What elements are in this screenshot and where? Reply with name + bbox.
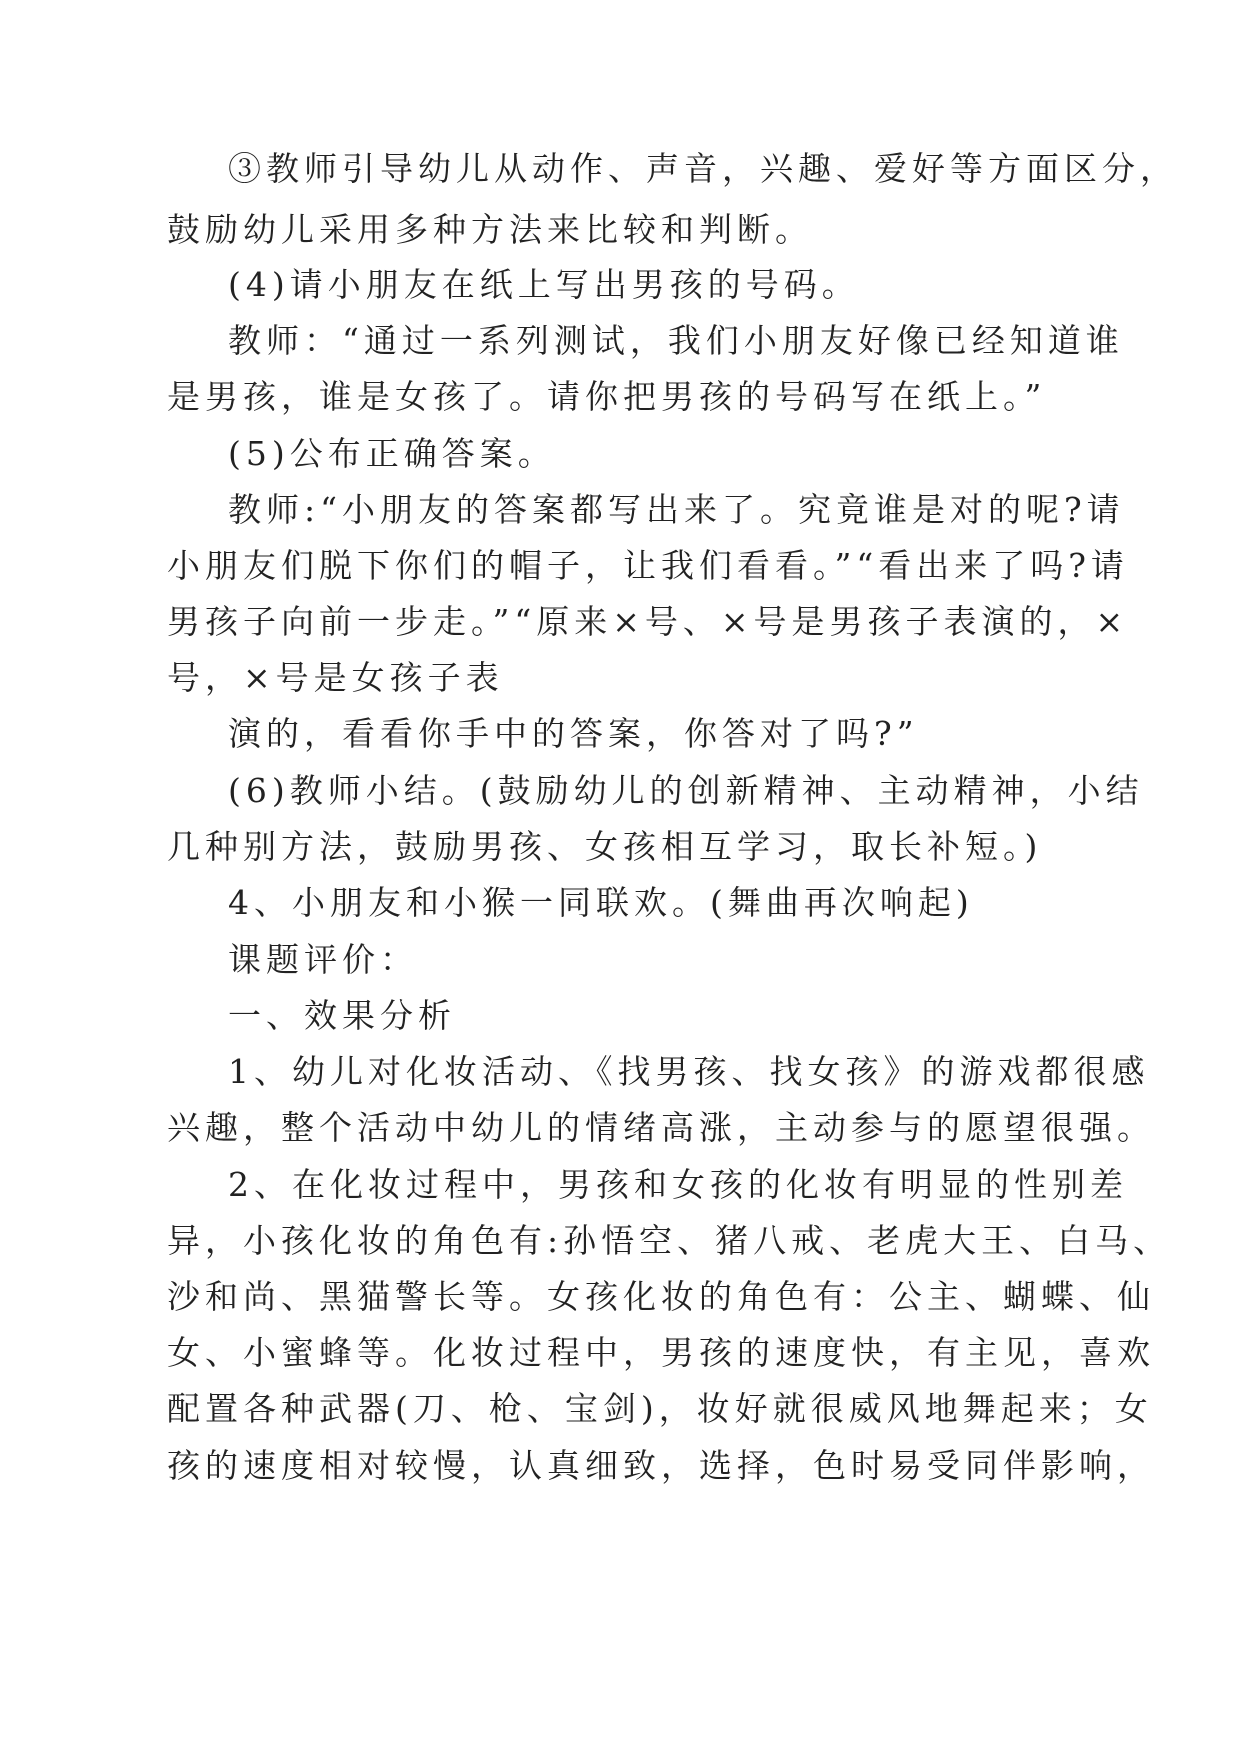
text-line: ③教师引导幼儿从动作、声音，兴趣、爱好等方面区分， — [228, 149, 1178, 188]
text-line: 4、小朋友和小猴一同联欢。(舞曲再次响起) — [228, 883, 974, 922]
text-line: 几种别方法，鼓励男孩、女孩相互学习，取长补短。) — [167, 827, 1043, 866]
text-line: 演的，看看你手中的答案，你答对了吗?” — [228, 714, 919, 753]
text-line: 教师：“通过一系列测试，我们小朋友好像已经知道谁 — [228, 321, 1124, 360]
text-line: 号，×号是女孩子表 — [167, 658, 504, 697]
text-line: 女、小蜜蜂等。化妆过程中，男孩的速度快，有主见，喜欢 — [167, 1333, 1155, 1372]
text-line: 异，小孩化妆的角色有:孙悟空、猪八戒、老虎大王、白马、 — [167, 1221, 1172, 1260]
text-line: (4)请小朋友在纸上写出男孩的号码。 — [228, 265, 860, 304]
text-line: 沙和尚、黑猫警长等。女孩化妆的角色有：公主、蝴蝶、仙 — [167, 1277, 1155, 1316]
text-line: 鼓励幼儿采用多种方法来比较和判断。 — [167, 210, 813, 249]
text-line: 男孩子向前一步走。”“原来×号、×号是男孩子表演的，× — [167, 602, 1129, 641]
text-line: 小朋友们脱下你们的帽子，让我们看看。”“看出来了吗?请 — [167, 546, 1129, 585]
text-line: 教师:“小朋友的答案都写出来了。究竟谁是对的呢?请 — [228, 490, 1125, 529]
text-line: 孩的速度相对较慢，认真细致，选择，色时易受同伴影响， — [167, 1446, 1155, 1485]
text-line: (6)教师小结。(鼓励幼儿的创新精神、主动精神，小结 — [228, 771, 1144, 810]
text-line: 2、在化妆过程中，男孩和女孩的化妆有明显的性别差 — [228, 1165, 1128, 1204]
text-line: 是男孩，谁是女孩了。请你把男孩的号码写在纸上。” — [167, 377, 1047, 416]
text-line: 课题评价： — [228, 940, 418, 979]
text-line: 配置各种武器(刀、枪、宝剑)，妆好就很威风地舞起来；女 — [167, 1389, 1153, 1428]
text-line: 1、幼儿对化妆活动、《找男孩、找女孩》的游戏都很感 — [228, 1052, 1150, 1091]
text-line: 兴趣，整个活动中幼儿的情绪高涨，主动参与的愿望很强。 — [167, 1108, 1155, 1147]
text-line: 一、效果分析 — [228, 996, 456, 1035]
text-line: (5)公布正确答案。 — [228, 434, 556, 473]
